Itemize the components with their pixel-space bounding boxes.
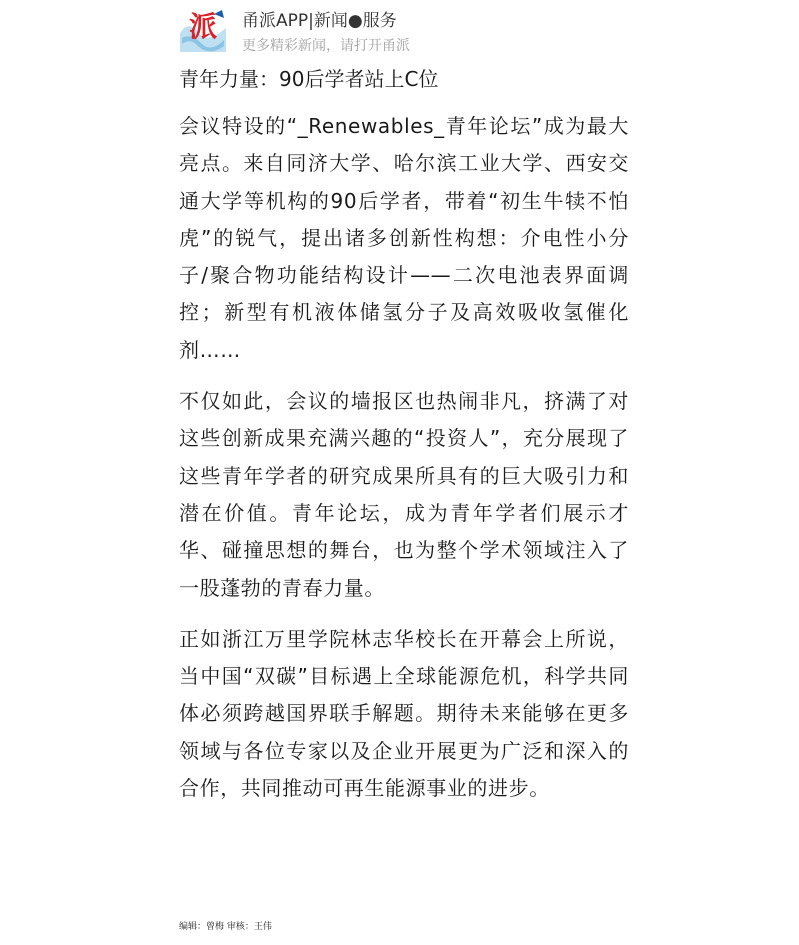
app-text-block xyxy=(242,4,410,55)
section-title: 青年力量：90后学者站上C位 xyxy=(179,67,439,91)
app-logo-graphic xyxy=(178,4,228,54)
logo-text: 派 xyxy=(188,10,218,43)
article-paragraph-3: 正如浙江万里学院林志华校长在开幕会上所说，当中国“双碳”目标遇上全球能源危机，科学共同体必须跨越国界联手解题。期待未来能够在更多领域与各位专家以及企业开展更为广泛和深入的合作，共同推动可再生能源事业的进步。 xyxy=(179,626,629,801)
article-paragraph-1: 会议特设的“_Renewables_青年论坛”成为最大亮点。来自同济大学、哈尔滨工业大学、西安交通大学等机构的90后学者，带着“初生牛犊不怕虎”的锐气，提出诸多创新性构想：介电性小分子/聚合物功能结构设计——二次电池表界面调控；新型有机液体储氢分子及高效吸收氢催化剂…… xyxy=(179,114,629,362)
app-tagline: 更多精彩新闻，请打开甬派 xyxy=(242,38,410,54)
app-logo xyxy=(178,4,228,54)
article-paragraph-2: 不仅如此，会议的墙报区也热闹非凡，挤满了对这些创新成果充满兴趣的“投资人”，充分展现了这些青年学者的研究成果所具有的巨大吸引力和潜在价值。青年论坛，成为青年学者们展示才华、碰撞思想的舞台，也为整个学术领域注入了一股蓬勃的青春力量。 xyxy=(179,389,629,600)
editor-credit: 编辑：曾梅 审核：王伟 xyxy=(179,922,272,932)
app-name: 甬派APP|新闻●服务 xyxy=(242,11,397,31)
article-body xyxy=(179,62,629,821)
app-promo-header[interactable] xyxy=(178,4,618,60)
